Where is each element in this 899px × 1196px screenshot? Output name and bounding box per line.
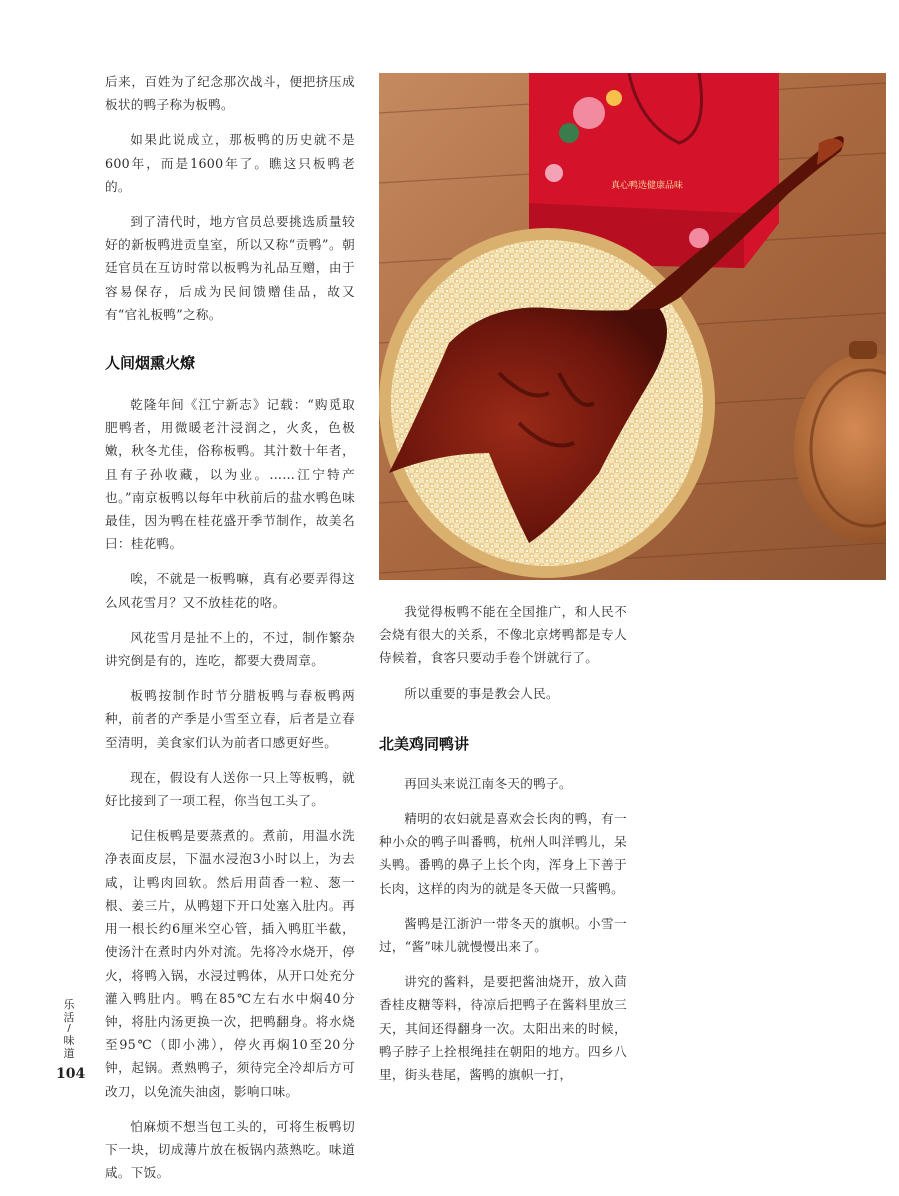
duck-photo xyxy=(379,73,886,580)
paragraph: 如果此说成立，那板鸭的历史就不是600年，而是1600年了。瞧这只板鸭老的。 xyxy=(105,132,355,194)
section-label-slash: / xyxy=(67,1023,71,1034)
paragraph: 唉，不就是一板鸭嘛，真有必要弄得这么风花雪月？又不放桂花的咯。 xyxy=(105,571,355,610)
paragraph: 讲究的酱料，是要把酱油烧开，放入茴香桂皮糖等料，待凉后把鸭子在酱料里放三天，其间还得翻身一次。太阳出来的时候，鸭子脖子上拴根绳挂在朝阳的地方。四乡八里，街头巷尾，酱鸭的旗帜一打， xyxy=(379,974,627,1083)
paragraph: 怕麻烦不想当包工头的，可将生板鸭切下一块，切成薄片放在板锅内蒸熟吃。味道咸。下饭。 xyxy=(105,1118,355,1181)
paragraph: 精明的农妇就是喜欢会长肉的鸭，有一种小众的鸭子叫番鸭，杭州人叫洋鸭儿，呆头鸭。番鸭的鼻子上长个肉，浑身上下善于长肉，这样的肉为的就是冬天做一只酱鸭。 xyxy=(379,811,627,896)
left-column xyxy=(105,70,355,1196)
paragraph: 所以重要的事是教会人民。 xyxy=(404,685,559,701)
paragraph: 到了清代时，地方官员总要挑选质量较好的新板鸭进贡皇室，所以又称“贡鸭”。朝廷官员在互访时常以板鸭为礼品互赠，由于容易保存，后成为民间馈赠佳品，故又有“官礼板鸭”之称。 xyxy=(105,214,355,322)
paragraph: 现在，假设有人送你一只上等板鸭，就好比接到了一项工程，你当包工头了。 xyxy=(105,769,355,809)
paragraph: 乾隆年间《江宁新志》记载：“购觅取肥鸭者，用微暖老汁浸润之，火炙，色极嫩，秋冬尤佳，俗称板鸭。其汁数十年者，且有子孙收藏，以为业。……江宁特产也。”南京板鸭以每年中秋前后的盐水鸭色味最佳，因为鸭在桂花盛开季节制作，故美名曰：桂花鸭。 xyxy=(105,397,355,552)
duck-photo-illustration xyxy=(379,73,886,580)
paragraph: 记住板鸭是要蒸煮的。煮前，用温水洗净表面皮层，下温水浸泡3小时以上，为去咸，让鸭肉回软。然后用茴香一粒、葱一根、姜三片，从鸭翅下开口处塞入肚内。再用一根长约6厘米空心管，插入鸭肛半截，使汤汁在煮时内外对流。先将冷水烧开，停火，将鸭入锅，水浸过鸭体，从开口处充分灌入鸭肚内。鸭在85℃左右水中焖40分钟，将肚内汤更换一次，把鸭翻身。将水烧至95℃（即小沸），停火再焖10至20分钟，起锅。煮熟鸭子，须待完全冷却后方可改刀，以免流失油卤，影响口味。 xyxy=(105,828,355,1099)
paragraph: 酱鸭是江浙沪一带冬天的旗帜。小雪一过，“酱”味儿就慢慢出来了。 xyxy=(379,915,627,955)
section-heading: 北美鸡同鸭讲 xyxy=(379,734,470,753)
gift-box-label: 真心鸭选健康品味 xyxy=(611,181,684,191)
paragraph: 再回头来说江南冬天的鸭子。 xyxy=(404,775,572,791)
paragraph: 板鸭按制作时节分腊板鸭与春板鸭两种，前者的产季是小雪至立春，后者是立春至清明，美食家们认为前者口感更好些。 xyxy=(105,688,355,750)
section-label-top: 乐活 xyxy=(63,998,75,1024)
paragraph: 我觉得板鸭不能在全国推广，和人民不会烧有很大的关系，不像北京烤鸭都是专人侍候着，食客只要动手卷个饼就行了。 xyxy=(379,604,627,666)
section-label xyxy=(60,998,78,1060)
paragraph: 后来，百姓为了纪念那次战斗，便把挤压成板状的鸭子称为板鸭。 xyxy=(105,74,355,113)
section-label-bottom: 味道 xyxy=(63,1034,75,1060)
page-number: 104 xyxy=(56,1066,86,1082)
paragraph: 风花雪月是扯不上的，不过，制作繁杂讲究倒是有的，连吃，都要大费周章。 xyxy=(105,629,355,669)
right-column xyxy=(379,600,627,1098)
section-heading: 人间烟熏火燎 xyxy=(105,354,196,373)
